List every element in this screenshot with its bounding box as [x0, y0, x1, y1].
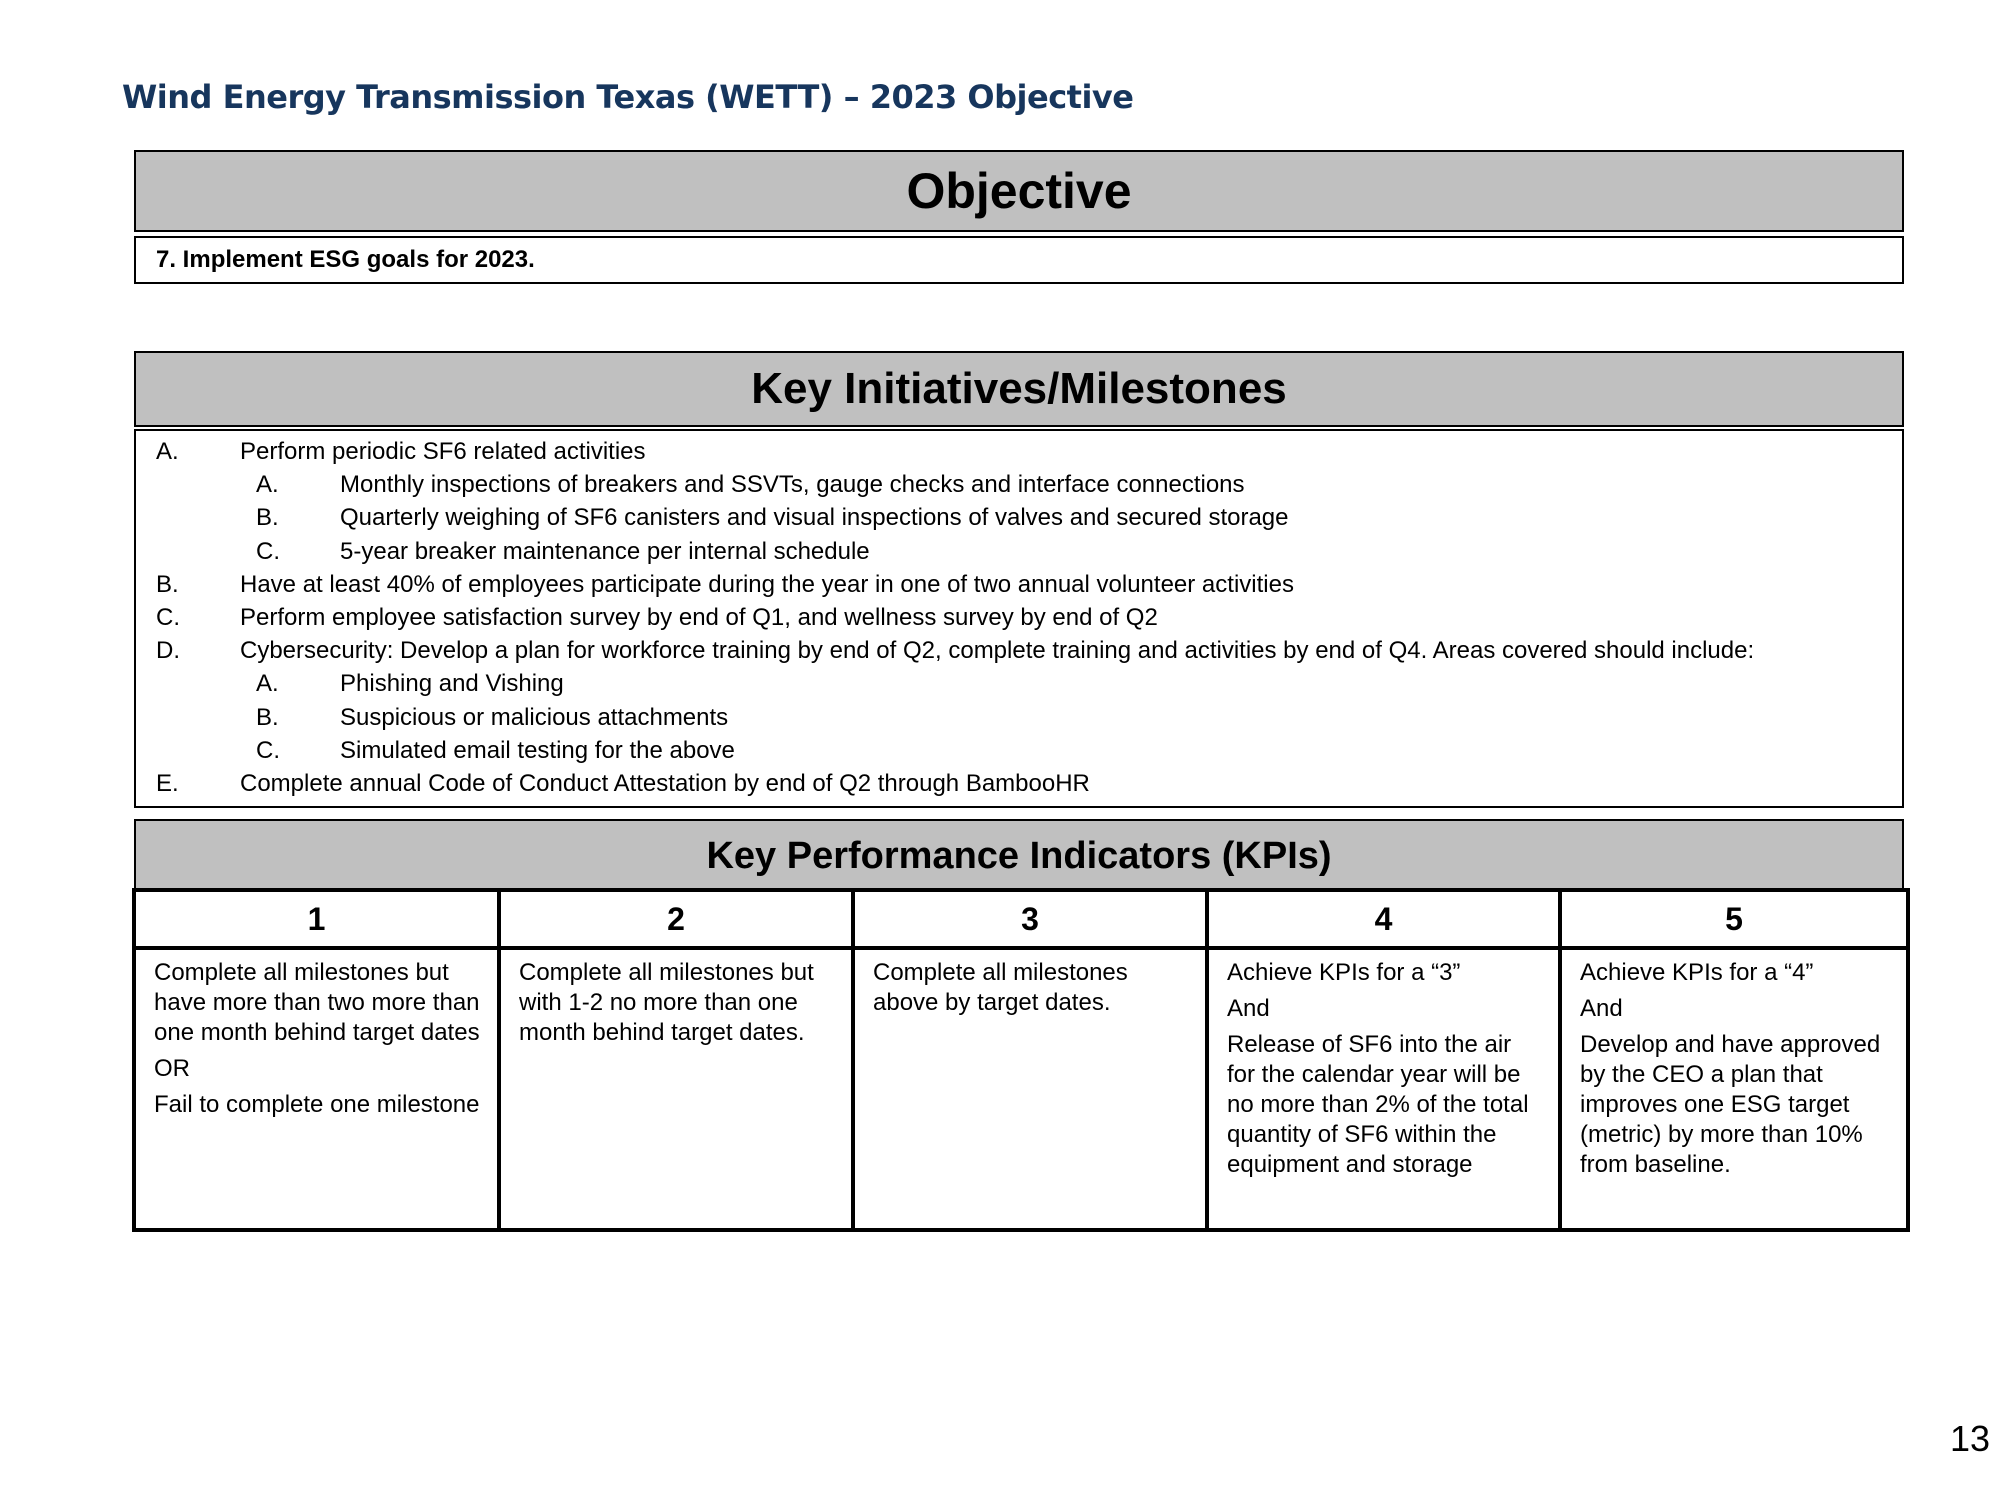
list-item-text: Perform employee satisfaction survey by end of Q1, and wellness survey by end of Q2: [240, 603, 1158, 631]
kpi-criteria-row: [134, 948, 1908, 1230]
kpi-rating-row: [134, 890, 1908, 948]
list-marker: C.: [156, 603, 180, 631]
objective-text: 7. Implement ESG goals for 2023.: [134, 236, 1904, 284]
kpi-header: Key Performance Indicators (KPIs): [134, 819, 1904, 891]
list-item: [136, 767, 1902, 800]
list-marker: A.: [256, 670, 279, 698]
list-item-text: Have at least 40% of employees participate during the year in one of two annual volunteer activities: [240, 570, 1294, 598]
initiatives-list: [134, 429, 1904, 808]
list-item: [136, 535, 1902, 568]
list-marker: C.: [256, 736, 280, 764]
initiatives-header: Key Initiatives/Milestones: [134, 351, 1904, 427]
kpi-criteria-3: [853, 948, 1207, 1230]
kpi-criteria-text: Release of SF6 into the air for the calendar year will be no more than 2% of the total quantity of SF6 within the equipment and storage: [1227, 1031, 1529, 1178]
list-marker: B.: [256, 504, 279, 532]
list-item: [136, 435, 1902, 468]
document-title: Wind Energy Transmission Texas (WETT) – 2023 Objective: [122, 78, 1134, 116]
list-item-text: 5-year breaker maintenance per internal schedule: [340, 537, 870, 565]
kpi-criteria-text: OR: [154, 1055, 190, 1082]
list-item-text: Cybersecurity: Develop a plan for workforce training by end of Q2, complete training and activities by end of Q4. Areas covered should include:: [240, 637, 1755, 665]
kpi-criteria-text: And: [1580, 995, 1623, 1022]
list-item: [136, 701, 1902, 734]
kpi-rating: 1: [134, 890, 499, 948]
list-item: [136, 601, 1902, 634]
objective-header: Objective: [134, 150, 1904, 232]
kpi-criteria-5: [1560, 948, 1908, 1230]
kpi-criteria-1: [134, 948, 499, 1230]
list-marker: C.: [256, 537, 280, 565]
list-item-text: Complete annual Code of Conduct Attestation by end of Q2 through BambooHR: [240, 769, 1090, 797]
kpi-criteria-text: Complete all milestones above by target dates.: [873, 959, 1128, 1016]
list-item: [136, 468, 1902, 501]
list-item-text: Phishing and Vishing: [340, 670, 564, 698]
list-marker: B.: [156, 570, 179, 598]
list-item-text: Perform periodic SF6 related activities: [240, 438, 646, 465]
kpi-rating: 4: [1207, 890, 1560, 948]
kpi-criteria-text: And: [1227, 995, 1270, 1022]
list-item: [136, 734, 1902, 767]
list-marker: A.: [256, 471, 279, 499]
page-number: 13: [1949, 1418, 1990, 1459]
kpi-criteria-text: Fail to complete one milestone: [154, 1091, 480, 1118]
kpi-rating: 2: [499, 890, 853, 948]
list-item-text: Suspicious or malicious attachments: [340, 703, 729, 731]
kpi-criteria-text: Achieve KPIs for a “4”: [1580, 959, 1814, 986]
list-item: [136, 634, 1902, 667]
list-marker: E.: [156, 769, 179, 797]
kpi-criteria-text: Complete all milestones but have more than two more than one month behind target dates: [154, 959, 480, 1046]
kpi-table: [132, 888, 1910, 1232]
list-item: [136, 568, 1902, 601]
list-item-text: Quarterly weighing of SF6 canisters and visual inspections of valves and secured storage: [340, 504, 1289, 532]
kpi-criteria-text: Develop and have approved by the CEO a plan that improves one ESG target (metric) by more than 10% from baseline.: [1580, 1031, 1881, 1178]
list-marker: D.: [156, 637, 180, 665]
kpi-criteria-text: Complete all milestones but with 1-2 no more than one month behind target dates.: [519, 959, 814, 1046]
kpi-criteria-text: Achieve KPIs for a “3”: [1227, 959, 1461, 986]
list-item-text: Monthly inspections of breakers and SSVTs, gauge checks and interface connections: [340, 471, 1245, 499]
list-item-text: Simulated email testing for the above: [340, 736, 735, 764]
kpi-criteria-2: [499, 948, 853, 1230]
list-item: [136, 501, 1902, 534]
list-marker: A.: [156, 438, 179, 465]
kpi-criteria-4: [1207, 948, 1560, 1230]
list-item: [136, 667, 1902, 700]
kpi-rating: 3: [853, 890, 1207, 948]
list-marker: B.: [256, 703, 279, 731]
kpi-rating: 5: [1560, 890, 1908, 948]
